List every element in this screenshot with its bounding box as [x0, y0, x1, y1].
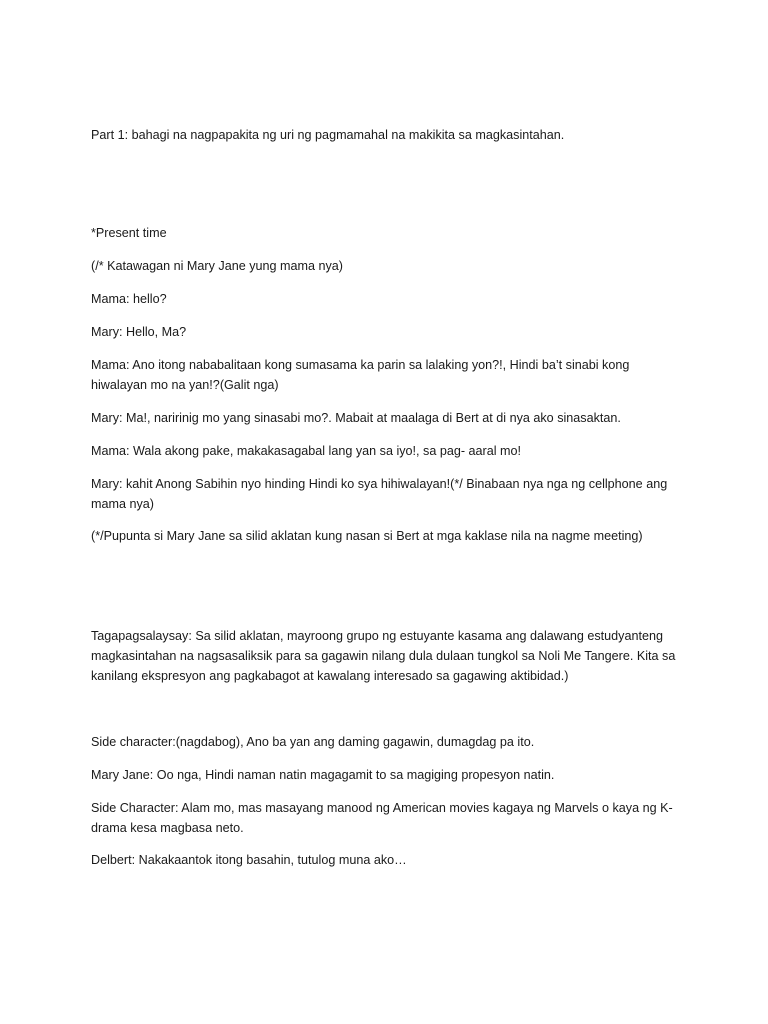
dialogue-line: Mama: Ano itong nababalitaan kong sumasama ka parin sa lalaking yon?!, Hindi ba’t sinabi kong hiwalayan mo na yan!?(Galit nga)	[91, 358, 630, 392]
dialogue-line: Mary: Hello, Ma?	[91, 325, 187, 339]
dialogue-line: Mary: kahit Anong Sabihin nyo hinding Hindi ko sya hihiwalayan!(*/ Binabaan nya nga ng cellphone ang mama nya)	[91, 477, 668, 511]
stage-direction: (/* Katawagan ni Mary Jane yung mama nya)	[91, 259, 343, 273]
narrator-paragraph: Tagapagsalaysay: Sa silid aklatan, mayroong grupo ng estuyante kasama ang dalawang estudyanteng magkasintahan na nagsasaliksik para sa gagawin nilang dula dulaan tungkol sa Noli Me Tangere. Kita sa kanilang ekspresyon ang pagkabagot at kawalang interesado sa gagawing aktibidad.)	[91, 629, 676, 683]
dialogue-line: Side Character: Alam mo, mas masayang manood ng American movies kagaya ng Marvels o kaya ng K-drama kesa magbasa neto.	[91, 801, 673, 835]
dialogue-line: Side character:(nagdabog), Ano ba yan ang daming gagawin, dumagdag pa ito.	[91, 735, 535, 749]
dialogue-line: Mama: hello?	[91, 292, 167, 306]
part-heading: Part 1: bahagi na nagpapakita ng uri ng pagmamahal na makikita sa magkasintahan.	[91, 128, 565, 142]
stage-direction: (*/Pupunta si Mary Jane sa silid aklatan kung nasan si Bert at mga kaklase nila na nagme meeting)	[91, 529, 643, 543]
dialogue-line: Mary Jane: Oo nga, Hindi naman natin magagamit to sa magiging propesyon natin.	[91, 768, 555, 782]
dialogue-line: Mary: Ma!, naririnig mo yang sinasabi mo?. Mabait at maalaga di Bert at di nya ako sinasaktan.	[91, 411, 621, 425]
dialogue-line: Delbert: Nakakaantok itong basahin, tutulog muna ako…	[91, 853, 407, 867]
dialogue-line: Mama: Wala akong pake, makakasagabal lang yan sa iyo!, sa pag- aaral mo!	[91, 444, 522, 458]
scene-time-note: *Present time	[91, 226, 167, 240]
